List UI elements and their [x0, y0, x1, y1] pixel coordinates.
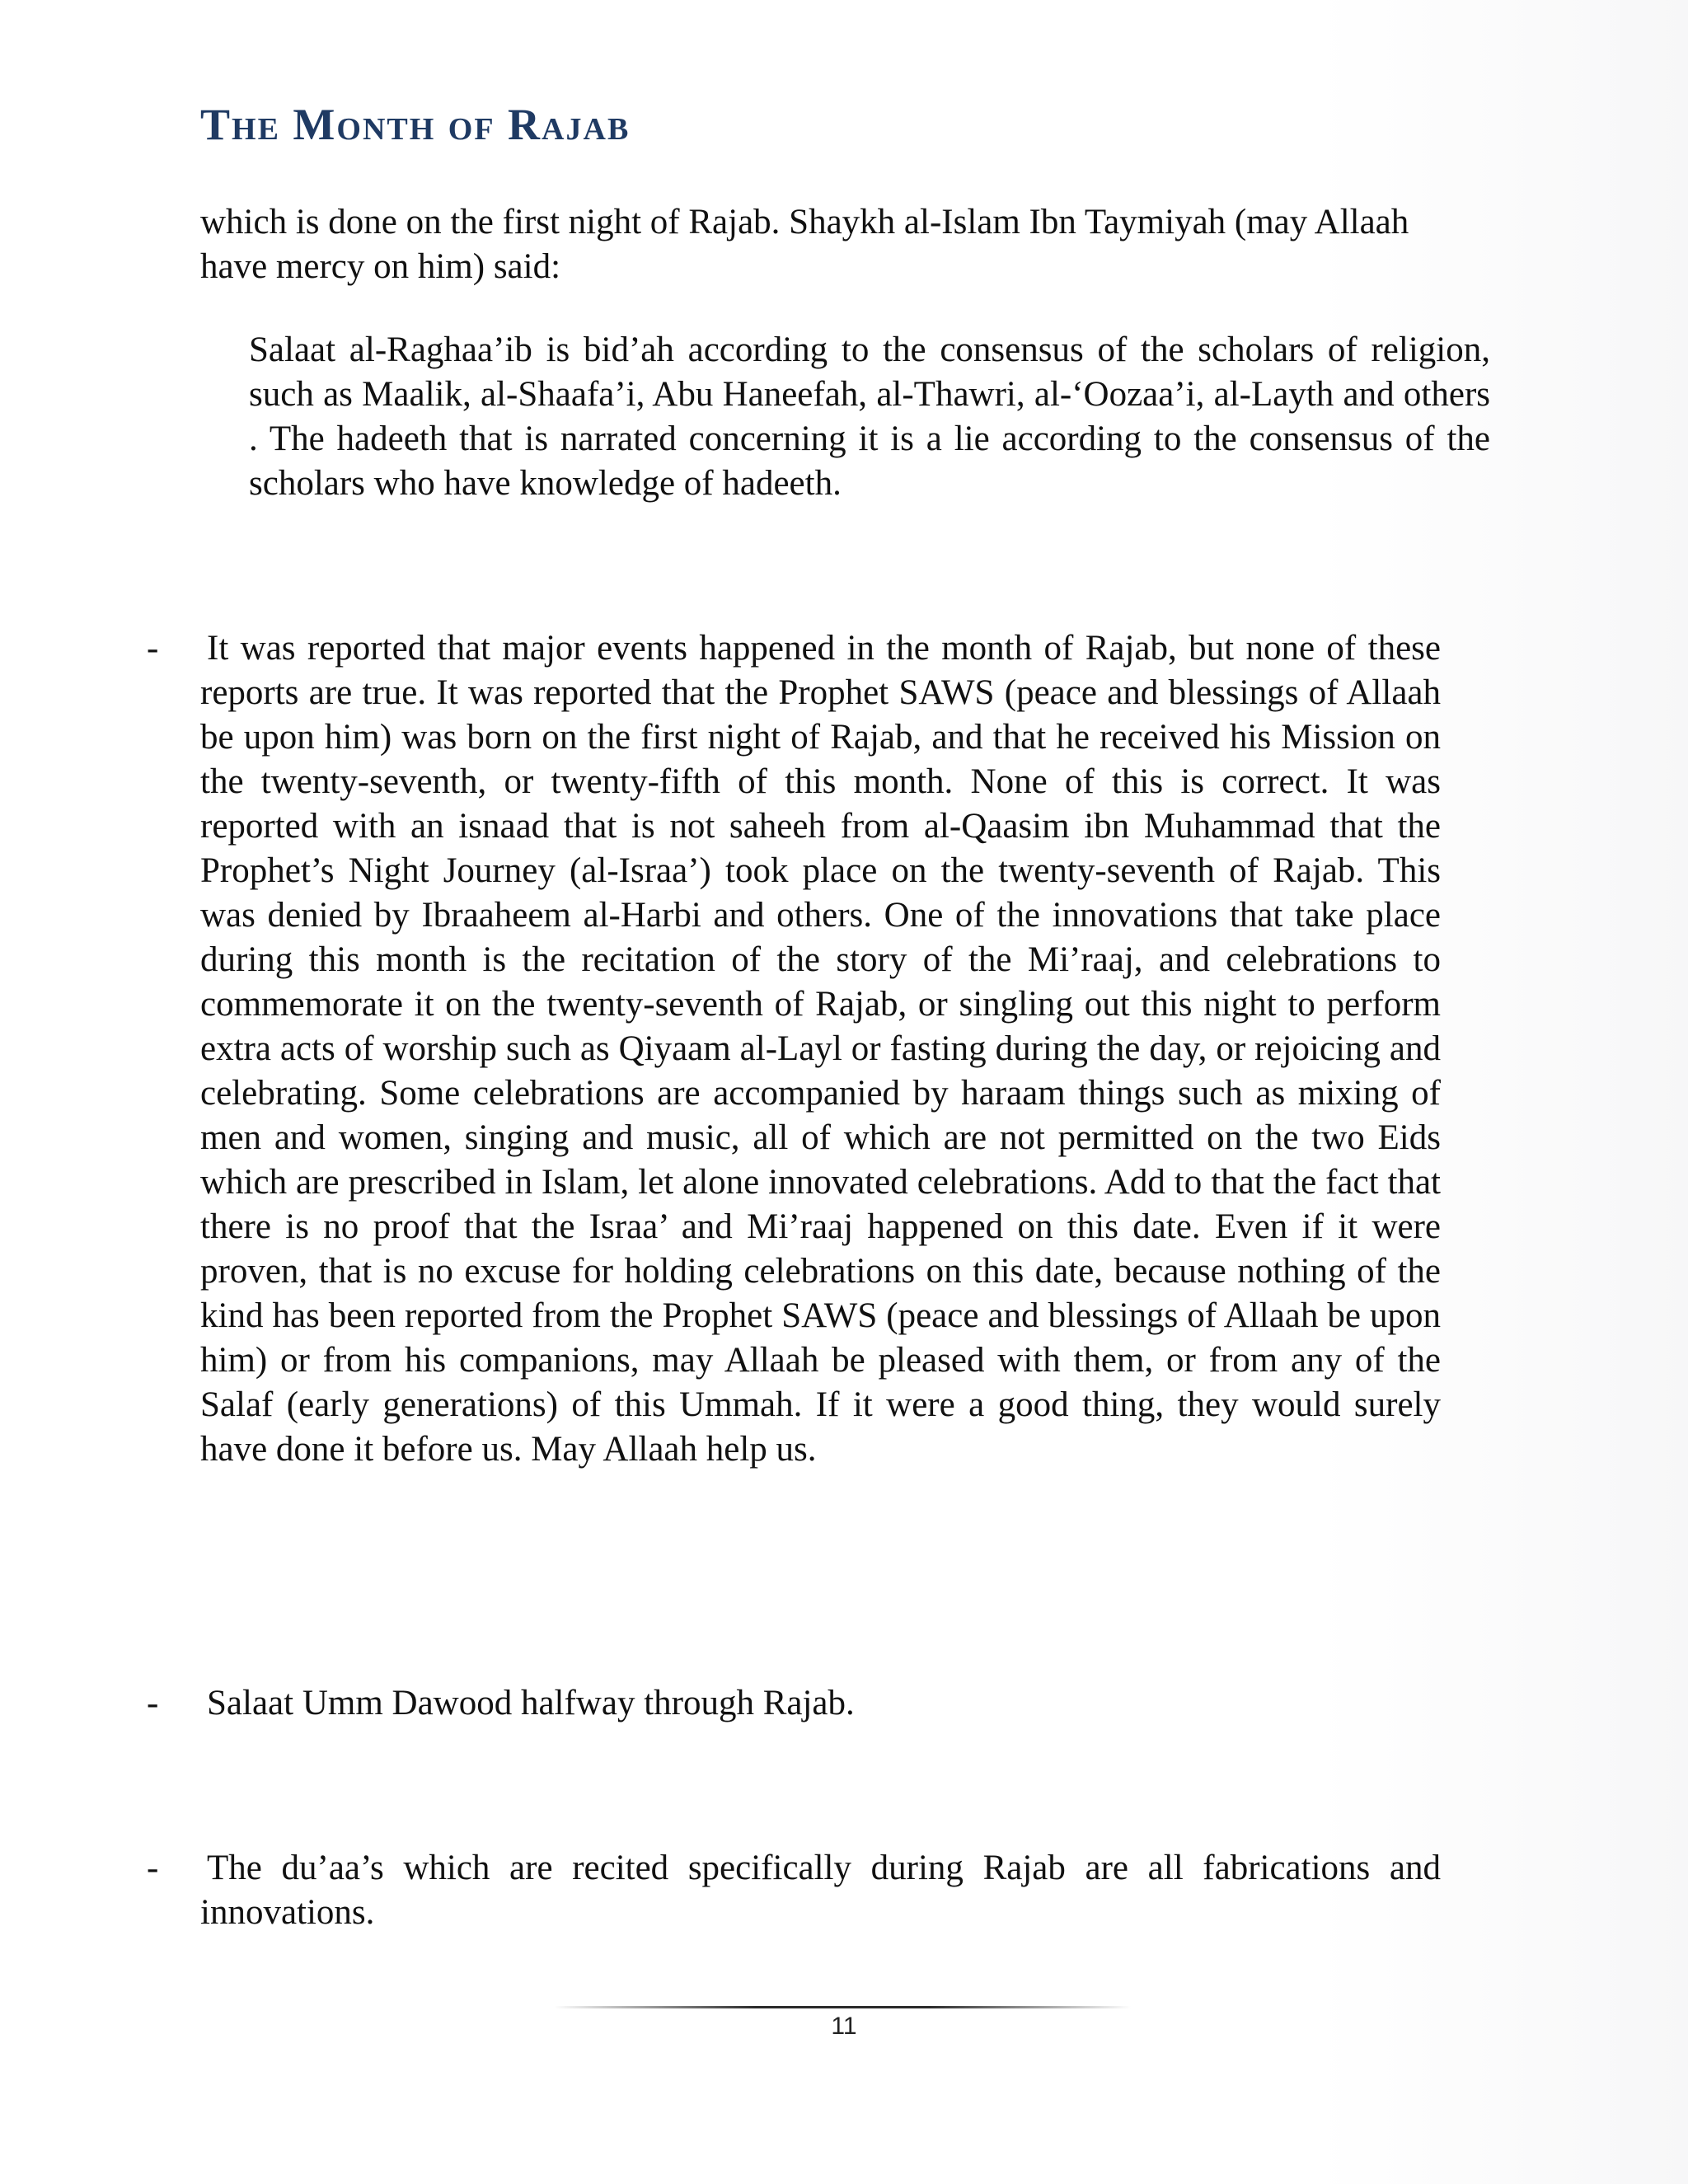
bullet-marker: -	[147, 629, 159, 668]
bullet-text: Salaat Umm Dawood halfway through Rajab.	[207, 1684, 855, 1722]
footer-divider	[554, 2006, 1131, 2008]
bullet-text: It was reported that major events happened in the month of Rajab, but none of these reports are true. It was reported that the Prophet SAWS (peace and blessings of Allaah be upon him) was born on the first night of Rajab, and that he received his Mission on the twenty-seventh, or twenty-fifth of this month. None of this is correct. It was reported with an isnaad that is not saheeh from al-Qaasim ibn Muhammad that the Prophet’s Night Journey (al-Israa’) took place on the twenty-seventh of Rajab. This was denied by Ibraaheem al-Harbi and others. One of the innovations that take place during this month is the recitation of the story of the Mi’raaj, and celebrations to commemorate it on the twenty-seventh of Rajab, or singling out this night to perform extra acts of worship such as Qiyaam al-Layl or fasting during the day, or rejoicing and celebrating. Some celebrations are accompanied by haraam things such as mixing of men and women, singing and music, all of which are not permitted on the two Eids which are prescribed in Islam, let alone innovated celebrations. Add to that the fact that there is no proof that the Israa’ and Mi’raaj happened on this date. Even if it were proven, that is no excuse for holding celebrations on this date, because nothing of the kind has been reported from the Prophet SAWS (peace and blessings of Allaah be upon him) or from his companions, may Allaah be pleased with them, or from any of the Salaf (early generations) of this Ummah. If it were a good thing, they would surely have done it before us. May Allaah help us.	[200, 629, 1441, 1469]
page-number: 11	[831, 2013, 857, 2040]
running-header-title: The Month of Rajab	[200, 100, 631, 149]
bullet-marker: -	[147, 1849, 159, 1887]
bullet-text: The du’aa’s which are recited specifically during Rajab are all fabrications and innovations.	[200, 1849, 1441, 1932]
intro-paragraph: which is done on the first night of Rajab. Shaykh al-Islam Ibn Taymiyah (may Allaah have mercy on him) said:	[200, 203, 1409, 286]
bullet-marker: -	[147, 1684, 159, 1722]
block-quote: Salaat al-Raghaa’ib is bid’ah according to the consensus of the scholars of religion, such as Maalik, al-Shaafa’i, Abu Haneefah, al-Thawri, al-‘Oozaa’i, al-Layth and others . The hadeeth that is narrated concerning it is a lie according to the consensus of the scholars who have knowledge of hadeeth.	[249, 330, 1490, 503]
